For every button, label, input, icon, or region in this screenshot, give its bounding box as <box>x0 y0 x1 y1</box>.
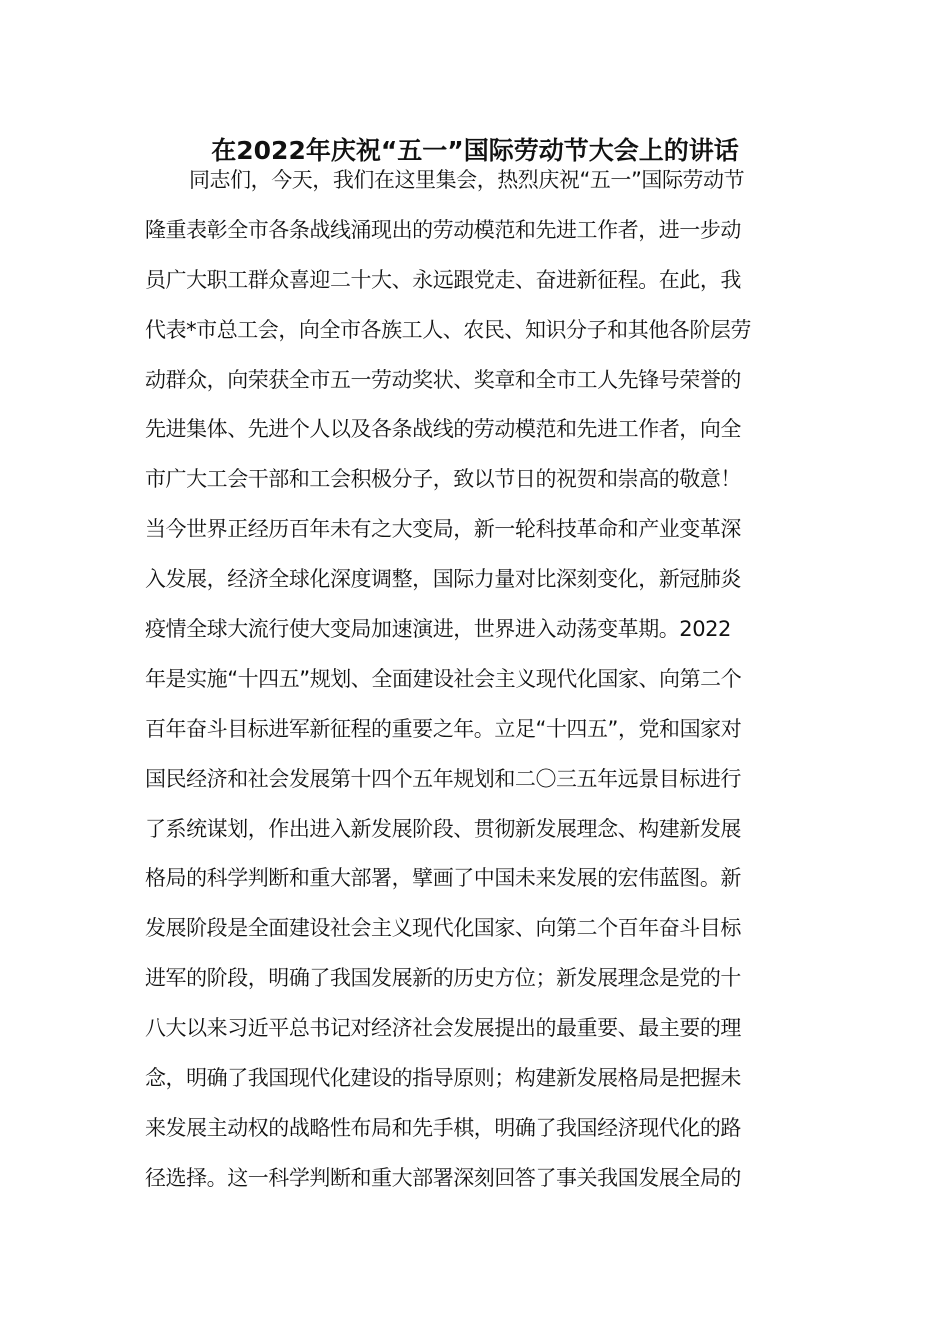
body-line-15: 格局的科学判断和重大部署，擘画了中国未来发展的宏伟蓝图。新 <box>145 866 741 891</box>
body-line-5: 动群众，向荣获全市五一劳动奖状、奖章和全市工人先锋号荣誉的 <box>145 367 741 392</box>
body-line-4: 代表*市总工会，向全市各族工人、农民、知识分子和其他各阶层劳 <box>145 317 751 342</box>
body-line-7: 市广大工会干部和工会积极分子，致以节日的祝贺和崇高的敬意！ <box>145 467 741 492</box>
body-line-3: 员广大职工群众喜迎二十大、永远跟党走、奋进新征程。在此，我 <box>145 267 741 292</box>
body-line-18: 八大以来习近平总书记对经济社会发展提出的最重要、最主要的理 <box>145 1016 741 1041</box>
body-line-16: 发展阶段是全面建设社会主义现代化国家、向第二个百年奋斗目标 <box>145 916 741 941</box>
body-line-17: 进军的阶段，明确了我国发展新的历史方位；新发展理念是党的十 <box>145 966 741 991</box>
body-line-11: 年是实施“十四五”规划、全面建设社会主义现代化国家、向第二个 <box>145 666 742 691</box>
document-title: 在2022年庆祝“五一”国际劳动节大会上的讲话 <box>211 136 739 165</box>
body-line-9: 入发展，经济全球化深度调整，国际力量对比深刻变化，新冠肺炎 <box>145 567 741 592</box>
body-line-2: 隆重表彰全市各条战线涌现出的劳动模范和先进工作者，进一步动 <box>145 217 741 242</box>
body-line-19: 念，明确了我国现代化建设的指导原则；构建新发展格局是把握未 <box>145 1066 741 1091</box>
body-line-10: 疫情全球大流行使大变局加速演进，世界进入动荡变革期。2022 <box>145 617 731 642</box>
body-line-13: 国民经济和社会发展第十四个五年规划和二〇三五年远景目标进行 <box>145 766 741 791</box>
body-line-21: 径选择。这一科学判断和重大部署深刻回答了事关我国发展全局的 <box>145 1165 741 1190</box>
body-line-14: 了系统谋划，作出进入新发展阶段、贯彻新发展理念、构建新发展 <box>145 816 741 841</box>
speech-body <box>145 156 815 1204</box>
body-line-6: 先进集体、先进个人以及各条战线的劳动模范和先进工作者，向全 <box>145 417 741 442</box>
body-line-12: 百年奋斗目标进军新征程的重要之年。立足“十四五”，党和国家对 <box>145 716 742 741</box>
body-line-20: 来发展主动权的战略性布局和先手棋，明确了我国经济现代化的路 <box>145 1115 741 1140</box>
body-line-8: 当今世界正经历百年未有之大变局，新一轮科技革命和产业变革深 <box>145 517 741 542</box>
body-line-1: 同志们，今天，我们在这里集会，热烈庆祝“五一”国际劳动节 <box>189 168 745 192</box>
